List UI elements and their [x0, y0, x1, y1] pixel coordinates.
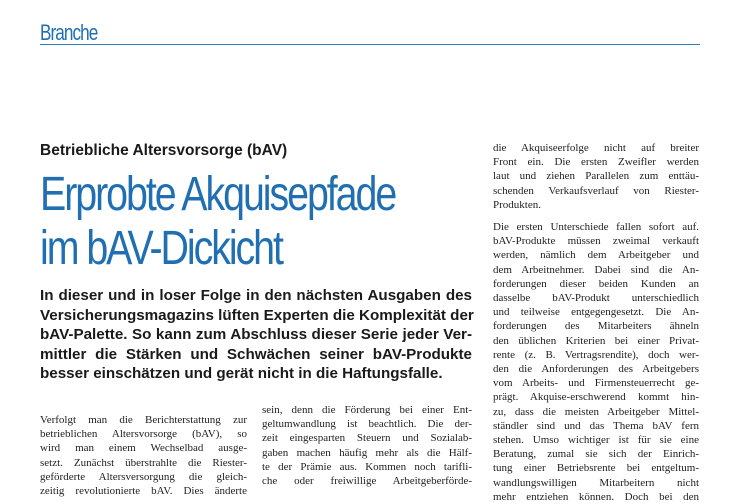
body-line: tung einer Betriebsrente bei entgeltum- — [493, 462, 699, 475]
lead-line: mittler die Stärken und Schwächen seiner bAV-Produkte — [40, 345, 472, 363]
body-line: vom Arbeits- und Firmensteuerrecht ge- — [493, 377, 699, 390]
body-line: den üblichen Kriterien bei einer Privat- — [493, 334, 699, 347]
lead-line: bAV-Palette. So kann zum Abschluss dieser Serie jeder Ver- — [40, 326, 472, 343]
body-line: forderungen dieser beiden Kunden an — [493, 277, 699, 290]
body-line: werden, nämlich dem Arbeitgeber und — [493, 249, 699, 262]
body-line: laut und ziehen Parallelen zum enttäu- — [493, 170, 699, 183]
body-line: zeit eingesparten Steuern und Sozialab- — [262, 432, 472, 445]
body-line: mehr entziehen können. Doch bei den — [493, 490, 699, 503]
body-line: zeitig revolutionierte bAV. Dies änderte — [40, 485, 247, 498]
body-line: Produkten. — [493, 198, 541, 211]
body-line: betrieblichen Altersvorsorge (bAV), so — [40, 428, 247, 441]
article-kicker: Betriebliche Altersvorsorge (bAV) — [40, 142, 288, 159]
body-line: bAV-Produkte müssen zweimal verkauft — [493, 235, 699, 248]
headline-line: Erprobte Akquisepfade — [40, 168, 396, 221]
body-line: forderungen des Mitarbeiters ähneln — [493, 320, 699, 333]
paragraph-gap — [493, 212, 699, 220]
lead-line: besser einschätzen und gerät nicht in die Haftungsfalle. — [40, 365, 443, 382]
body-line: wandlungswilligen Mitarbeitern nicht — [493, 476, 699, 489]
body-line: rente (z. B. Vertragsrendite), doch wer- — [493, 348, 699, 361]
body-line: Die ersten Unterschiede fallen sofort auf. — [493, 221, 699, 234]
body-column-1 — [40, 413, 247, 498]
body-line: Verfolgt man die Berichterstattung zur — [40, 414, 247, 426]
body-line: setzt. Zunächst überstrahlte die Riester- — [40, 456, 247, 469]
body-line: te der Prämie aus. Kommen noch tarifli- — [262, 460, 472, 473]
body-line: sein, denn die Förderung bei einer Ent- — [262, 404, 472, 416]
body-line: dem Arbeitnehmer. Dabei sind die An- — [493, 263, 699, 276]
body-line: Front ein. Die ersten Zweifler werden — [493, 156, 699, 169]
body-line: den die Anforderungen des Arbeitgebers — [493, 363, 699, 376]
article-lead — [40, 286, 472, 384]
body-line: che oder freiwillige Arbeitgeberförde- — [262, 475, 472, 488]
headline-line: im bAV-Dickicht — [40, 222, 282, 275]
body-line: geförderte Altersversorgung die gleich- — [40, 470, 247, 483]
body-line: Beratung, zumal sie sich der Einrich- — [493, 448, 699, 461]
body-line: stehen. Umso wichtiger ist für sie eine — [493, 434, 699, 447]
body-column-2 — [262, 403, 472, 488]
article-headline — [40, 168, 395, 276]
body-line: dasselbe bAV-Produkt unterschiedlich — [493, 292, 699, 305]
body-line: die Akquiseerfolge nicht auf breiter — [493, 142, 699, 154]
body-line: und teilweise entgegengesetzt. Die An- — [493, 306, 699, 319]
body-column-3 — [493, 141, 699, 504]
body-line: ständler sind und das Thema bAV fern — [493, 419, 699, 432]
body-line: zu, dass die meisten Arbeitgeber Mittel- — [493, 405, 699, 418]
body-line: schenden Verkaufsverlauf von Riester- — [493, 184, 699, 197]
body-line: geltumwandlung ist beachtlich. Die der- — [262, 418, 472, 431]
lead-line: Versicherungsmagazins lüften Experten die Komplexität der — [40, 306, 474, 324]
body-line: gaben machen häufig mehr als die Hälf- — [262, 446, 472, 459]
header-rule — [40, 44, 700, 45]
lead-line: In dieser und in loser Folge in den nächsten Ausgaben des — [40, 287, 472, 304]
body-line: prägt. Akquise-erschwerend kommt hin- — [493, 391, 699, 404]
section-label: Branche — [40, 20, 98, 45]
body-line: wird man einem Wechselbad ausge- — [40, 442, 247, 455]
